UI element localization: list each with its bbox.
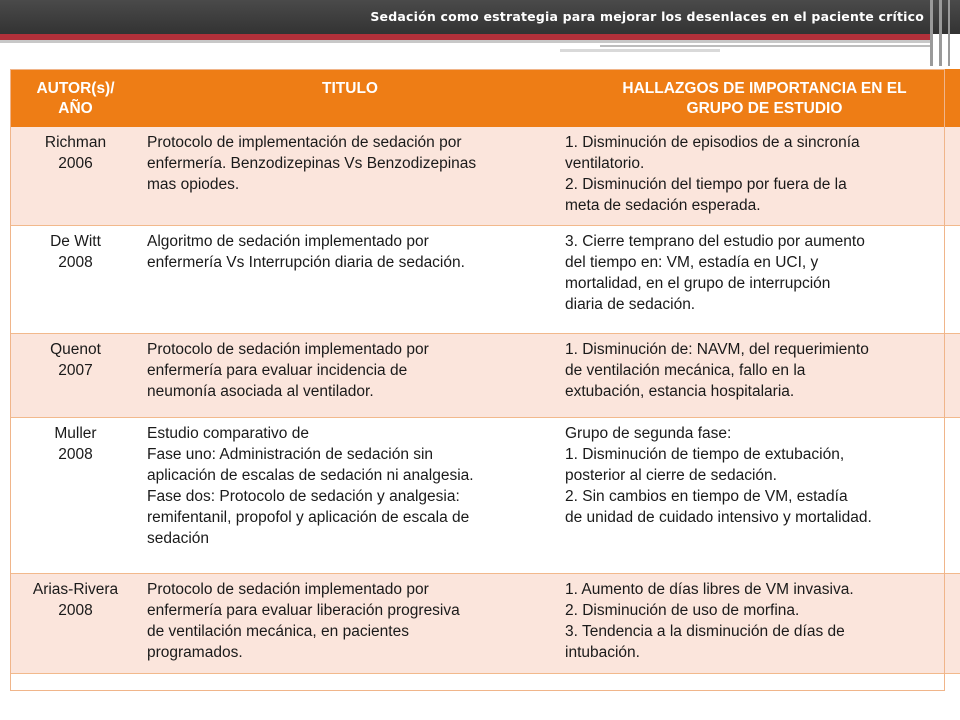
title-line: neumonía asociada al ventilador. xyxy=(147,383,374,400)
study-year: 2008 xyxy=(58,446,93,463)
presentation-title: Sedación como estrategia para mejorar los desenlaces en el paciente crítico xyxy=(370,9,924,24)
study-year: 2006 xyxy=(58,155,93,172)
cell-title xyxy=(141,226,559,334)
finding-line: 1. Disminución de episodios de a sincronía xyxy=(565,134,860,151)
title-line: enfermería Vs Interrupción diaria de sedación. xyxy=(147,254,465,271)
finding-line: meta de sedación esperada. xyxy=(565,197,761,214)
study-year: 2007 xyxy=(58,362,93,379)
cell-author xyxy=(10,127,141,226)
finding-line: 2. Disminución del tiempo por fuera de la xyxy=(565,176,847,193)
cell-findings xyxy=(559,226,960,334)
title-line: remifentanil, propofol y aplicación de escala de xyxy=(147,509,470,526)
finding-line: ventilatorio. xyxy=(565,155,645,172)
title-line: programados. xyxy=(147,644,243,661)
header-title: TITULO xyxy=(141,69,559,127)
decorative-line xyxy=(930,0,933,66)
title-line: Fase uno: Administración de sedación sin xyxy=(147,446,434,463)
table-row xyxy=(10,226,960,334)
finding-line: intubación. xyxy=(565,644,640,661)
finding-line: diaria de sedación. xyxy=(565,296,696,313)
cell-author xyxy=(10,574,141,674)
header-bar xyxy=(0,0,960,34)
header-author: AUTOR(s)/ AÑO xyxy=(10,69,141,127)
decorative-stripe xyxy=(560,49,720,52)
title-line: Protocolo de implementación de sedación por xyxy=(147,134,462,151)
cell-findings xyxy=(559,127,960,226)
title-line: sedación xyxy=(147,530,210,547)
study-year: 2008 xyxy=(58,602,93,619)
table-row xyxy=(10,127,960,226)
title-line: de ventilación mecánica, en pacientes xyxy=(147,623,409,640)
finding-line: extubación, estancia hospitalaria. xyxy=(565,383,795,400)
finding-line: posterior al cierre de sedación. xyxy=(565,467,777,484)
title-line: Protocolo de sedación implementado por xyxy=(147,341,429,358)
study-year: 2008 xyxy=(58,254,93,271)
finding-line: 3. Cierre temprano del estudio por aumento xyxy=(565,233,865,250)
author-name: Arias-Rivera xyxy=(32,581,119,598)
accent-line xyxy=(0,40,930,43)
cell-title xyxy=(141,418,559,574)
title-line: Algoritmo de sedación implementado por xyxy=(147,233,429,250)
finding-line: Grupo de segunda fase: xyxy=(565,425,732,442)
cell-title xyxy=(141,334,559,418)
decorative-line xyxy=(939,0,942,66)
author-name: Richman xyxy=(44,134,107,151)
title-line: enfermería para evaluar incidencia de xyxy=(147,362,408,379)
cell-findings xyxy=(559,418,960,574)
finding-line: mortalidad, en el grupo de interrupción xyxy=(565,275,831,292)
title-line: mas opiodes. xyxy=(147,176,240,193)
title-line: Estudio comparativo de xyxy=(147,425,309,442)
cell-findings xyxy=(559,574,960,674)
decorative-line xyxy=(948,0,950,66)
title-line: aplicación de escalas de sedación ni analgesia. xyxy=(147,467,474,484)
finding-line: 2. Disminución de uso de morfina. xyxy=(565,602,800,619)
finding-line: 1. Aumento de días libres de VM invasiva. xyxy=(565,581,854,598)
title-line: enfermería. Benzodizepinas Vs Benzodizepinas xyxy=(147,155,477,172)
decorative-stripe xyxy=(600,45,930,47)
cell-title xyxy=(141,574,559,674)
title-line: Protocolo de sedación implementado por xyxy=(147,581,429,598)
finding-line: 1. Disminución de tiempo de extubación, xyxy=(565,446,845,463)
studies-table xyxy=(10,69,960,674)
finding-line: 1. Disminución de: NAVM, del requerimiento xyxy=(565,341,869,358)
finding-line: de unidad de cuidado intensivo y mortalidad. xyxy=(565,509,872,526)
cell-findings xyxy=(559,334,960,418)
finding-line: del tiempo en: VM, estadía en UCI, y xyxy=(565,254,819,271)
header-findings: HALLAZGOS DE IMPORTANCIA EN EL GRUPO DE ESTUDIO xyxy=(559,69,960,127)
finding-line: 3. Tendencia a la disminución de días de xyxy=(565,623,845,640)
finding-line: 2. Sin cambios en tiempo de VM, estadía xyxy=(565,488,848,505)
table-row xyxy=(10,418,960,574)
cell-author xyxy=(10,418,141,574)
author-name: Muller xyxy=(54,425,97,442)
cell-author xyxy=(10,334,141,418)
title-line: enfermería para evaluar liberación progresiva xyxy=(147,602,460,619)
table-row xyxy=(10,574,960,674)
cell-title xyxy=(141,127,559,226)
author-name: De Witt xyxy=(50,233,101,250)
author-name: Quenot xyxy=(50,341,101,358)
cell-author xyxy=(10,226,141,334)
title-line: Fase dos: Protocolo de sedación y analgesia: xyxy=(147,488,460,505)
finding-line: de ventilación mecánica, fallo en la xyxy=(565,362,806,379)
table-header-row xyxy=(10,69,960,127)
table-row xyxy=(10,334,960,418)
